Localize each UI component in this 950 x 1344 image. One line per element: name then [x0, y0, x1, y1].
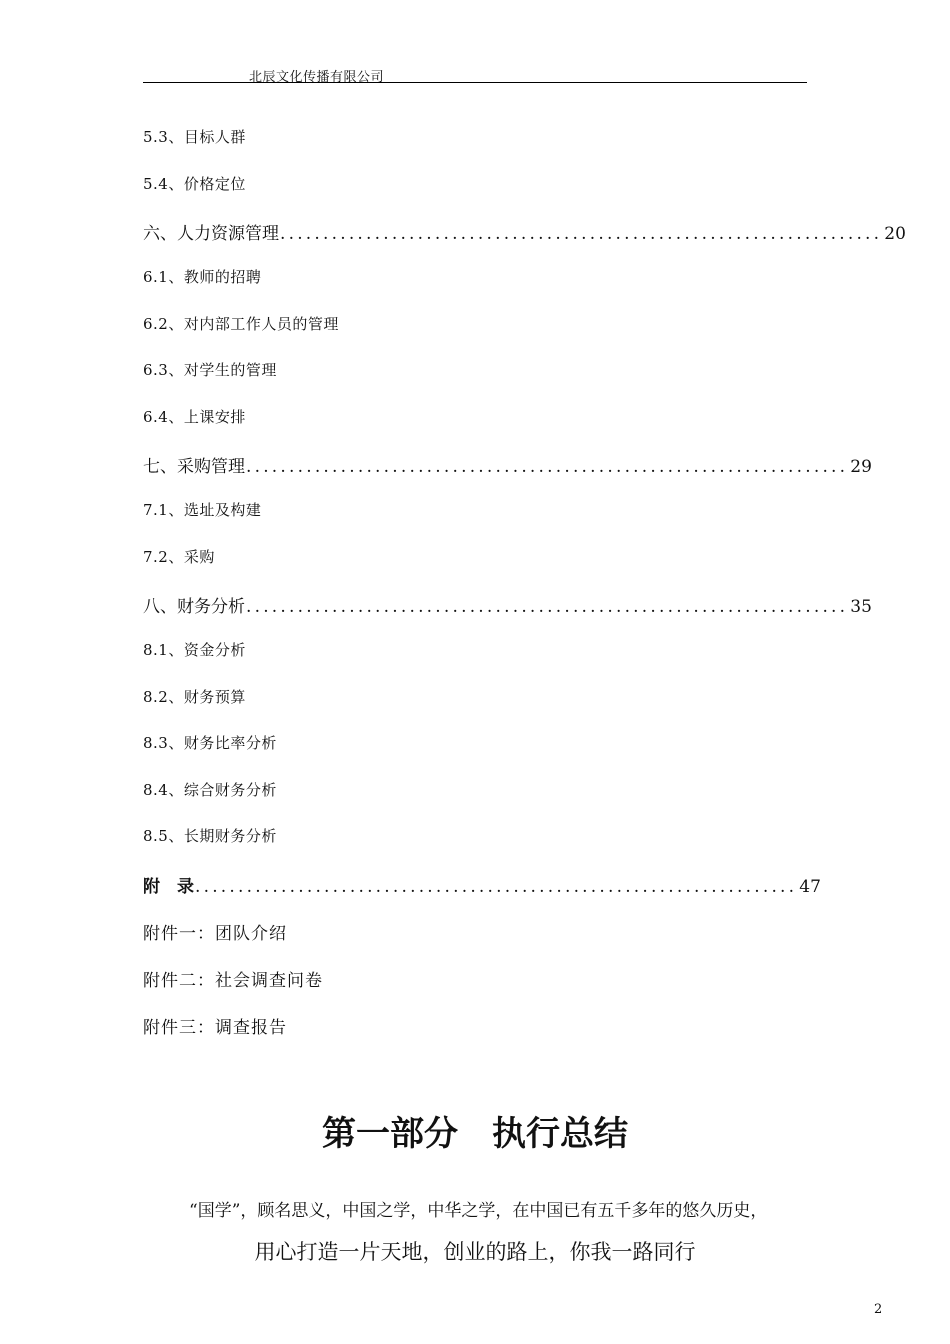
toc-entry-attachment-3[interactable]: [143, 1013, 807, 1038]
toc-entry-label: 6.1、教师的招聘: [143, 268, 262, 286]
page-header: [143, 64, 807, 83]
toc-entry-chapter-7[interactable]: [143, 452, 872, 477]
toc-entry-8-2[interactable]: [143, 686, 807, 707]
toc-page-number: 20: [884, 224, 906, 244]
toc-entry-5-4[interactable]: [143, 173, 807, 194]
header-company-name: 北辰文化传播有限公司: [249, 70, 385, 85]
toc-entry-label: 5.3、目标人群: [143, 128, 246, 146]
toc-entry-label: 6.3、对学生的管理: [143, 361, 277, 379]
toc-leader-dots: ......................................................................: [280, 224, 883, 244]
body-paragraph: “国学”，顾名思义，中国之学，中华之学，在中国已有五千多年的悠久历史，: [189, 1201, 768, 1221]
toc-entry-label: 附件二：社会调查问卷: [143, 971, 323, 991]
toc-entry-label: 7.2、采购: [143, 548, 215, 566]
toc-entry-label: 8.4、综合财务分析: [143, 781, 277, 799]
toc-entry-label: 8.3、财务比率分析: [143, 734, 277, 752]
section-title: 第一部分 执行总结: [322, 1114, 628, 1154]
toc-entry-label: 附件一：团队介绍: [143, 924, 287, 944]
toc-leader-dots: ......................................................................: [246, 597, 849, 617]
footer-slogan: 用心打造一片天地，创业的路上，你我一路同行: [254, 1240, 696, 1264]
toc-page-number: 47: [799, 877, 821, 897]
toc-entry-label: 7.1、选址及构建: [143, 501, 262, 519]
toc-entry-8-3[interactable]: [143, 732, 807, 753]
toc-entry-6-4[interactable]: [143, 406, 807, 427]
toc-entry-6-1[interactable]: [143, 266, 807, 287]
toc-entry-6-3[interactable]: [143, 359, 807, 380]
toc-entry-7-1[interactable]: [143, 499, 807, 520]
toc-entry-8-1[interactable]: [143, 639, 807, 660]
toc-leader-dots: ......................................................................: [246, 457, 849, 477]
toc-entry-label: 8.5、长期财务分析: [143, 827, 277, 845]
toc-entry-5-3[interactable]: [143, 126, 807, 147]
toc-leader-dots: ......................................................................: [195, 877, 798, 897]
toc-entry-label: 6.2、对内部工作人员的管理: [143, 315, 339, 333]
toc-entry-8-4[interactable]: [143, 779, 807, 800]
toc-entry-chapter-6[interactable]: [143, 219, 906, 244]
toc-entry-label: 8.2、财务预算: [143, 688, 246, 706]
toc-entry-label: 七、采购管理: [143, 457, 245, 477]
toc-entry-label: 六、人力资源管理: [143, 224, 279, 244]
toc-entry-6-2[interactable]: [143, 313, 807, 334]
toc-entry-label: 6.4、上课安排: [143, 408, 246, 426]
toc-entry-label: 附件三：调查报告: [143, 1018, 287, 1038]
toc-entry-label: 8.1、资金分析: [143, 641, 246, 659]
toc-entry-7-2[interactable]: [143, 546, 807, 567]
page-number: 2: [874, 1302, 883, 1317]
toc-entry-label: 附 录: [143, 877, 194, 897]
toc-page-number: 35: [850, 597, 872, 617]
toc-entry-chapter-8[interactable]: [143, 592, 872, 617]
toc-entry-attachment-2[interactable]: [143, 966, 807, 991]
toc-entry-appendix[interactable]: [143, 872, 821, 897]
toc-entry-attachment-1[interactable]: [143, 919, 807, 944]
toc-page-number: 29: [850, 457, 872, 477]
toc-entry-label: 八、财务分析: [143, 597, 245, 617]
toc-entry-label: 5.4、价格定位: [143, 175, 246, 193]
toc-entry-8-5[interactable]: [143, 825, 807, 846]
